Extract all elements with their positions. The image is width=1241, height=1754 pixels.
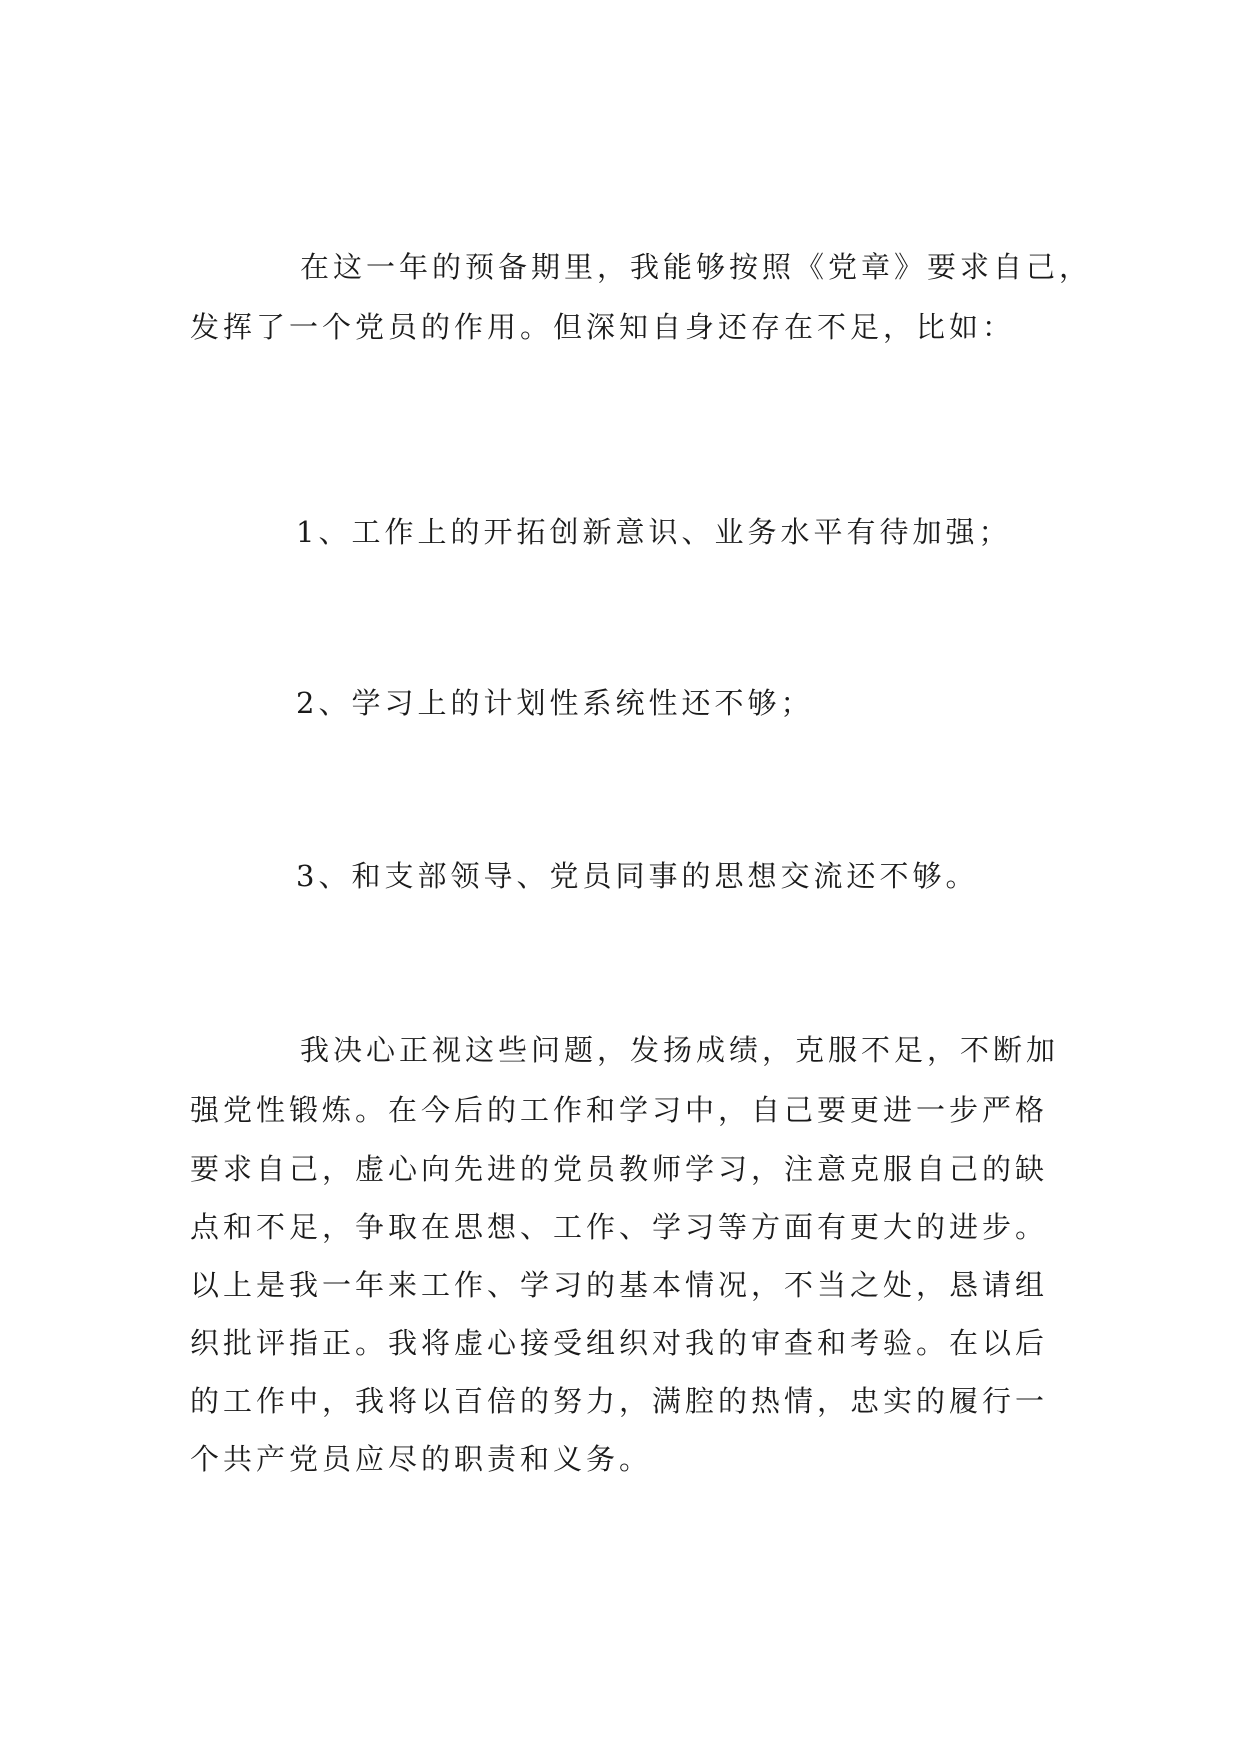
paragraph-1-line-1: 在这一年的预备期里，我能够按照《党章》要求自己， bbox=[300, 250, 1093, 284]
list-item-2: 2、学习上的计划性系统性还不够； bbox=[296, 686, 814, 720]
list-item-3: 3、和支部领导、党员同事的思想交流还不够。 bbox=[296, 859, 979, 893]
paragraph-2-line-7: 的工作中，我将以百倍的努力，满腔的热情，忠实的履行一 bbox=[190, 1384, 1049, 1418]
paragraph-1-line-2: 发挥了一个党员的作用。但深知自身还存在不足，比如： bbox=[190, 310, 1016, 344]
paragraph-2-line-1: 我决心正视这些问题，发扬成绩，克服不足，不断加 bbox=[300, 1033, 1060, 1067]
paragraph-2-line-2: 强党性锻炼。在今后的工作和学习中，自己要更进一步严格 bbox=[190, 1093, 1049, 1127]
paragraph-2-line-8: 个共产党员应尽的职责和义务。 bbox=[190, 1442, 653, 1476]
paragraph-2-line-6: 织批评指正。我将虚心接受组织对我的审查和考验。在以后 bbox=[190, 1326, 1049, 1360]
paragraph-2-line-3: 要求自己，虚心向先进的党员教师学习，注意克服自己的缺 bbox=[190, 1152, 1049, 1186]
paragraph-2-line-5: 以上是我一年来工作、学习的基本情况，不当之处，恳请组 bbox=[190, 1268, 1049, 1302]
paragraph-2-line-4: 点和不足，争取在思想、工作、学习等方面有更大的进步。 bbox=[190, 1210, 1049, 1244]
list-item-1: 1、工作上的开拓创新意识、业务水平有待加强； bbox=[296, 515, 1012, 549]
